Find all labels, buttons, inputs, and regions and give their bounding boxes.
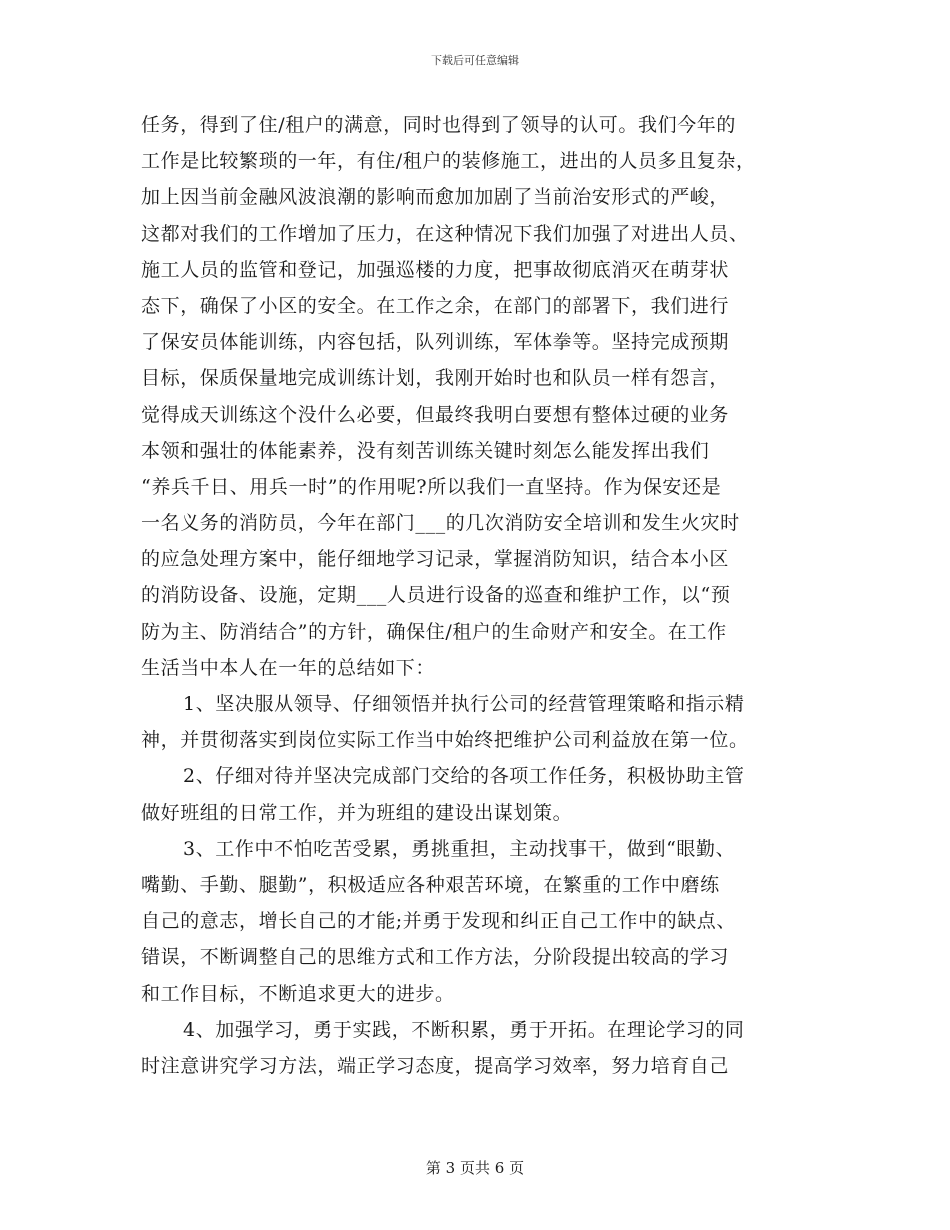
text-line: 觉得成天训练这个没什么必要，但最终我明白要想有整体过硬的业务	[141, 403, 730, 426]
text-line: 和工作目标，不断追求更大的进步。	[141, 982, 455, 1005]
text-line: 本领和强壮的体能素养，没有刻苦训练关键时刻怎么能发挥出我们	[141, 439, 710, 462]
text-line: 嘴勤、手勤、腿勤”，积极适应各种艰苦环境，在繁重的工作中磨练	[141, 873, 720, 896]
text-line: 2、仔细对待并坚决完成部门交给的各项工作任务，积极协助主管	[183, 765, 745, 788]
text-line: 4、加强学习，勇于实践，不断积累，勇于开拓。在理论学习的同	[183, 1018, 745, 1041]
text-line: 加上因当前金融风波浪潮的影响而愈加加剧了当前治安形式的严峻，	[141, 186, 730, 209]
text-line: “养兵千日、用兵一时”的作用呢?所以我们一直坚持。作为保安还是	[141, 475, 722, 498]
page-header: 下载后可任意编辑	[431, 54, 519, 67]
text-line: 神，并贯彻落实到岗位实际工作当中始终把维护公司利益放在第一位。	[141, 729, 749, 752]
document-body	[141, 107, 821, 1084]
text-line: 态下，确保了小区的安全。在工作之余，在部门的部署下，我们进行	[141, 294, 730, 317]
text-line: 生活当中本人在一年的总结如下：	[141, 656, 436, 679]
text-line: 1、坚决服从领导、仔细领悟并执行公司的经营管理策略和指示精	[183, 693, 745, 715]
text-line: 任务，得到了住/租户的满意，同时也得到了领导的认可。我们今年的	[141, 114, 737, 136]
page-footer: 第 3 页共 6 页	[425, 1159, 525, 1177]
text-line: 3、工作中不怕吃苦受累，勇挑重担，主动找事干，做到“眼勤、	[183, 837, 736, 860]
text-line: 一名义务的消防员，今年在部门___的几次消防安全培训和发生火灾时	[141, 512, 740, 535]
text-line: 施工人员的监管和登记，加强巡楼的力度，把事故彻底消灭在萌芽状	[141, 258, 730, 281]
text-line: 错误，不断调整自己的思维方式和工作方法，分阶段提出较高的学习	[141, 946, 730, 969]
text-line: 目标，保质保量地完成训练计划，我刚开始时也和队员一样有怨言，	[141, 367, 730, 390]
text-line: 的应急处理方案中，能仔细地学习记录，掌握消防知识，结合本小区	[141, 548, 730, 571]
text-line: 防为主、防消结合”的方针，确保住/租户的生命财产和安全。在工作	[141, 620, 727, 643]
text-line: 时注意讲究学习方法，端正学习态度，提高学习效率，努力培育自己	[141, 1054, 730, 1077]
text-line: 工作是比较繁琐的一年，有住/租户的装修施工，进出的人员多且复杂，	[141, 150, 756, 173]
text-line: 自己的意志，增长自己的才能;并勇于发现和纠正自己工作中的缺点、	[141, 910, 737, 933]
text-line: 了保安员体能训练，内容包括，队列训练，军体拳等。坚持完成预期	[141, 331, 730, 354]
text-line: 这都对我们的工作增加了压力，在这种情况下我们加强了对进出人员、	[141, 222, 749, 245]
text-line: 的消防设备、设施，定期___人员进行设备的巡查和维护工作，以“预	[141, 584, 731, 607]
text-line: 做好班组的日常工作，并为班组的建设出谋划策。	[141, 801, 573, 824]
